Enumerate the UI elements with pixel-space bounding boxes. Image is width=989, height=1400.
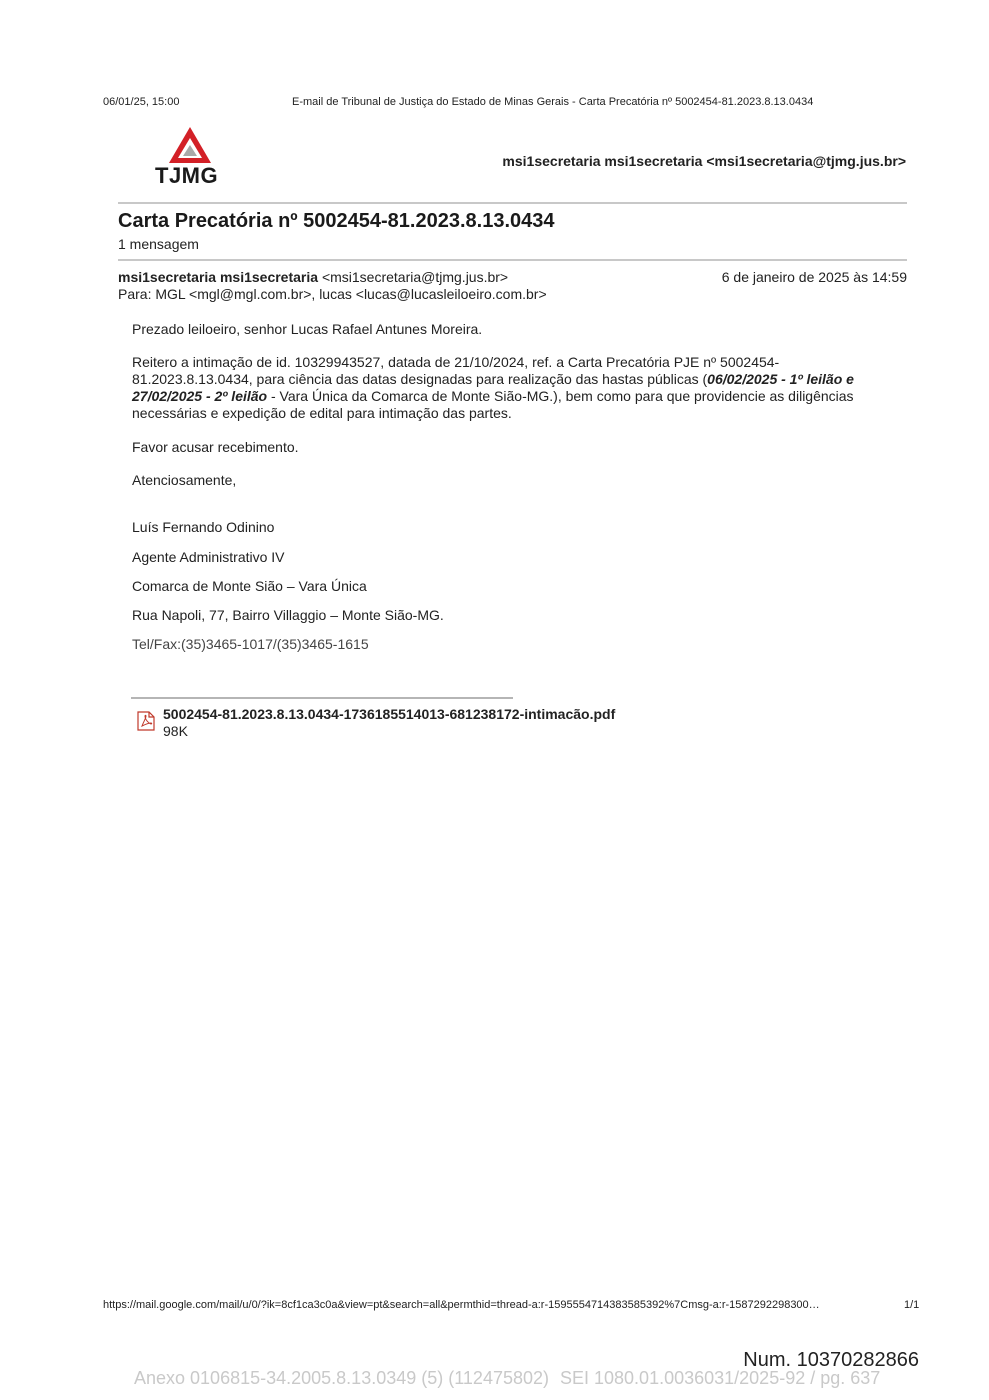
signature-office: Comarca de Monte Sião – Vara Única — [132, 578, 367, 594]
subject-divider — [118, 259, 907, 261]
closing: Atenciosamente, — [132, 472, 237, 488]
tjmg-triangle-icon — [153, 125, 229, 165]
print-footer-page: 1/1 — [904, 1299, 920, 1311]
attachment-size: 98K — [163, 723, 188, 739]
attachment-divider — [131, 697, 513, 699]
body-paragraph — [132, 354, 892, 422]
sei-stamp: SEI 1080.01.0036031/2025-92 / pg. 637 — [560, 1368, 881, 1388]
body-text-a: Reitero a intimação de id. 10329943527, datada de 21/10/2024, ref. a Carta Precatória PJE nº 5002454-81.2023.8.13.0434, para ciência das datas designadas para realização das hastas públicas ( — [132, 354, 780, 387]
tjmg-logo — [153, 125, 229, 187]
attachment-filename[interactable]: 5002454-81.2023.8.13.0434-1736185514013-681238172-intimacão.pdf — [163, 706, 616, 722]
print-header-title: E-mail de Tribunal de Justiça do Estado de Minas Gerais - Carta Precatória nº 5002454-81.2023.8.13.0434 — [292, 96, 814, 108]
auction-dates: 06/02/2025 - 1º leilão e 27/02/2025 - 2º leilão — [132, 371, 854, 404]
account-address: msi1secretaria msi1secretaria <msi1secretaria@tjmg.jus.br> — [502, 153, 906, 169]
logo-text: TJMG — [155, 163, 219, 188]
signature-phone: Tel/Fax:(35)3465-1017/(35)3465-1615 — [132, 636, 369, 652]
message-date: 6 de janeiro de 2025 às 14:59 — [721, 269, 907, 285]
message-count: 1 mensagem — [118, 236, 199, 252]
signature-role: Agente Administrativo IV — [132, 549, 285, 565]
signature-address: Rua Napoli, 77, Bairro Villaggio – Monte Sião-MG. — [132, 607, 444, 623]
recipients-line: Para: MGL <mgl@mgl.com.br>, lucas <lucas@lucasleiloeiro.com.br> — [118, 286, 547, 302]
thread-subject: Carta Precatória nº 5002454-81.2023.8.13.0434 — [118, 210, 555, 232]
acknowledge-request: Favor acusar recebimento. — [132, 439, 299, 455]
body-text-b: - Vara Única da Comarca de Monte Sião-MG.), bem como para que providencie as diligências necessárias e expedição de edital para intimação das partes. — [132, 388, 854, 421]
header-divider — [118, 202, 907, 204]
print-footer-url: https://mail.google.com/mail/u/0/?ik=8cf1ca3c0a&view=pt&search=all&permthid=thread-a:r-1595554714383585392%7Cmsg-a:r-1587292298300… — [103, 1299, 820, 1311]
signature-name: Luís Fernando Odinino — [132, 519, 275, 535]
document-number-stamp: Num. 10370282866 — [743, 1349, 919, 1371]
pdf-icon[interactable] — [137, 711, 155, 731]
sender-email[interactable]: <msi1secretaria@tjmg.jus.br> — [321, 269, 509, 285]
sender-line — [118, 269, 508, 285]
print-header-datetime: 06/01/25, 15:00 — [103, 96, 180, 108]
annex-stamp: Anexo 0106815-34.2005.8.13.0349 (5) (112475802) — [134, 1368, 550, 1388]
sender-name: msi1secretaria msi1secretaria — [118, 269, 319, 285]
greeting: Prezado leiloeiro, senhor Lucas Rafael Antunes Moreira. — [132, 321, 483, 337]
